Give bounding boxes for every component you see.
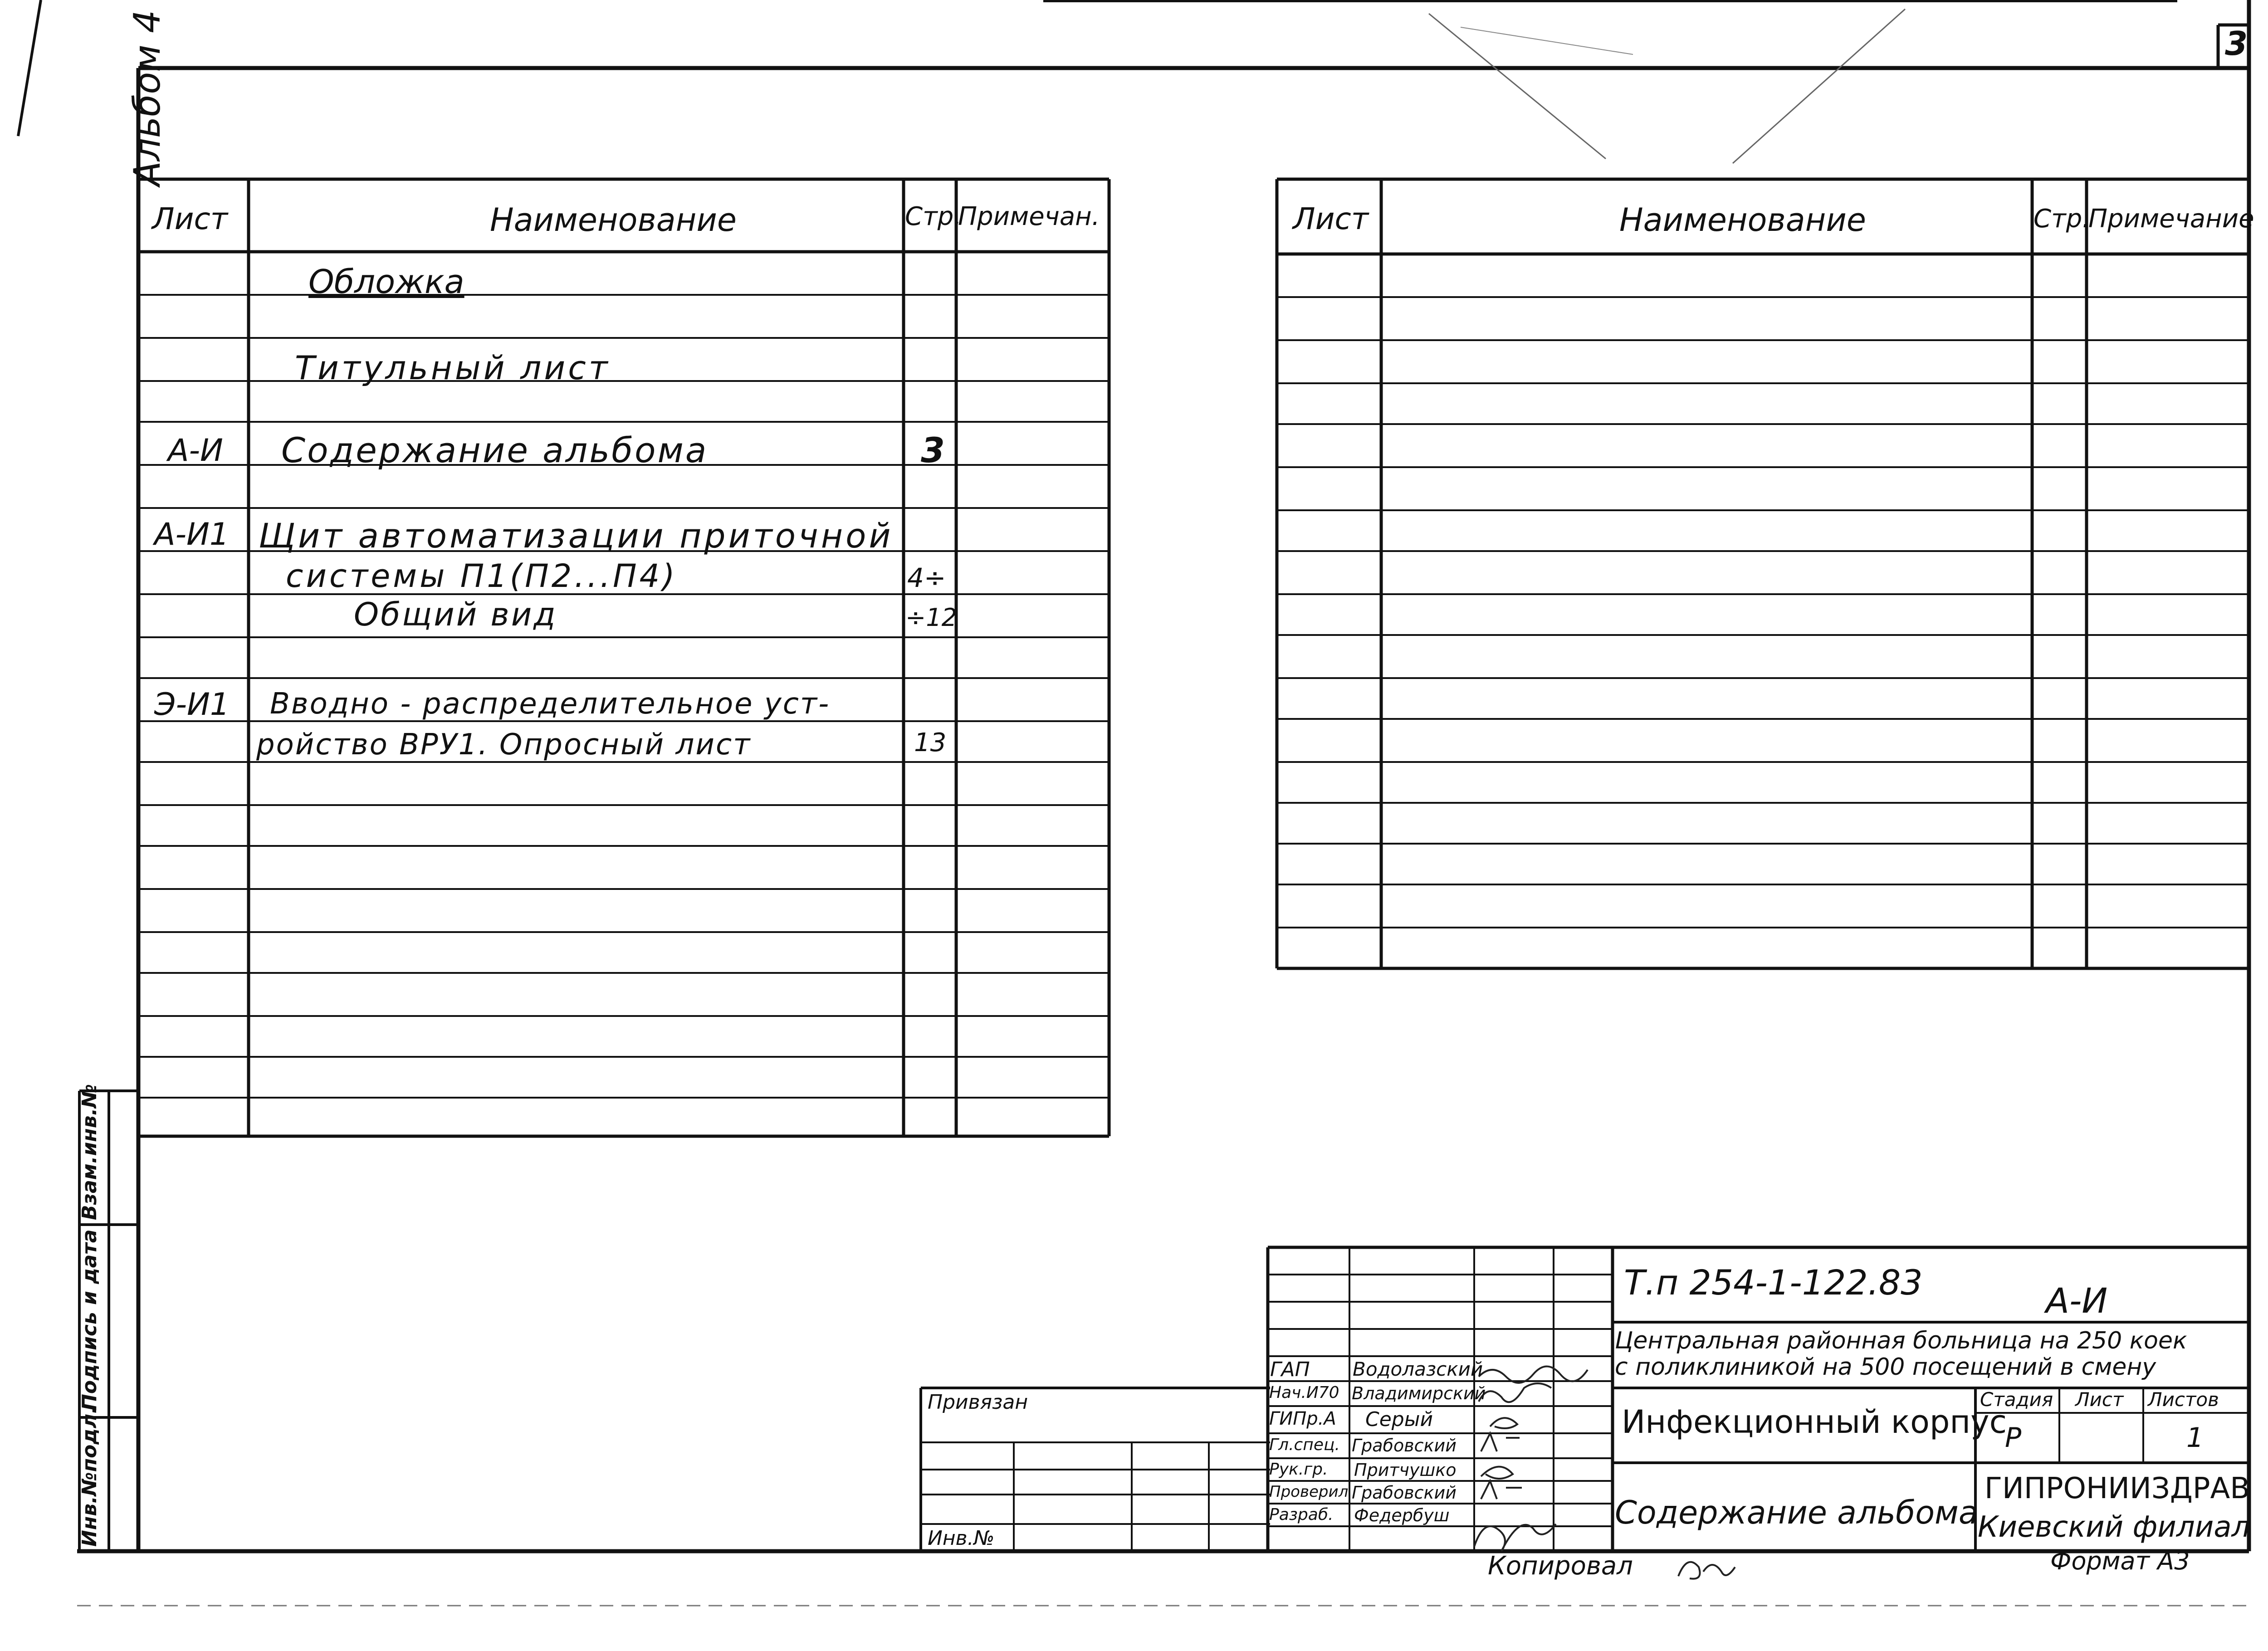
table-row-page: ÷12: [905, 603, 957, 632]
stage-value: Р: [2005, 1422, 2022, 1454]
header-note: Примечан.: [958, 202, 1100, 231]
table-row-name: Вводно - распределительное уст-: [270, 687, 831, 721]
project-line-1: Центральная районная больница на 250 коек: [1615, 1327, 2187, 1354]
contents-left-grid: [138, 179, 1109, 1136]
sig-name: Владимирский: [1352, 1383, 1486, 1403]
table-row-name: Содержание альбома: [281, 430, 709, 470]
sig-role: Разраб.: [1269, 1505, 1334, 1524]
table-row-list: А-И: [168, 433, 223, 469]
sheet-title: Содержание альбома: [1615, 1494, 1978, 1531]
sig-name: Грабовский: [1352, 1436, 1457, 1456]
binding-inv-label: Инв.№: [928, 1527, 995, 1550]
sheet-code: А-И: [2046, 1280, 2108, 1321]
sig-role: Гл.спец.: [1269, 1436, 1340, 1454]
sig-name: Водолазский: [1353, 1358, 1483, 1380]
project-line-2: с поликлиникой на 500 посещений в смену: [1615, 1353, 2156, 1381]
sig-role: ГАП: [1270, 1358, 1310, 1381]
sheets-label: Листов: [2148, 1388, 2219, 1411]
sig-role: Рук.гр.: [1269, 1460, 1328, 1479]
header-page: Стр.: [2033, 204, 2091, 234]
building-name: Инфекционный корпус: [1622, 1403, 2007, 1441]
table-row-name: Щит автоматизации приточной: [259, 517, 894, 556]
signature-scribbles: [1474, 1367, 1735, 1579]
sig-name: Грабовский: [1352, 1483, 1457, 1503]
binding-label: Привязан: [928, 1391, 1028, 1414]
table-row-name: Обложка: [308, 263, 464, 301]
table-row-name: Титульный лист: [295, 349, 611, 387]
header-list: Лист: [152, 201, 228, 236]
table-row-name: ройство ВРУ1. Опросный лист: [256, 728, 752, 762]
strip-podpis-label: Подпись и дата: [78, 1229, 101, 1411]
sig-name: Федербуш: [1354, 1505, 1450, 1525]
org-name: ГИПРОНИИЗДРАВ: [1984, 1472, 2250, 1505]
table-row-list: А-И1: [154, 517, 230, 552]
sig-role: Нач.И70: [1269, 1383, 1339, 1402]
sig-name: Притчушко: [1354, 1460, 1457, 1480]
copied-label: Копировал: [1488, 1551, 1633, 1581]
contents-right-grid: [1277, 179, 2249, 968]
sig-name: Серый: [1365, 1408, 1433, 1431]
sig-role: ГИПр.А: [1269, 1408, 1336, 1429]
header-name: Наименование: [490, 201, 737, 239]
table-row-page: 13: [914, 728, 947, 757]
header-note: Примечание: [2088, 204, 2254, 234]
table-row-list: Э-И1: [154, 687, 230, 723]
header-list: Лист: [1293, 201, 1369, 236]
album-label: Альбом 4: [126, 10, 168, 186]
format-label: Формат А3: [2050, 1547, 2190, 1575]
sheets-value: 1: [2186, 1422, 2204, 1454]
page-number: 3: [2225, 24, 2248, 63]
header-name: Наименование: [1619, 201, 1866, 239]
sheet-label: Лист: [2075, 1388, 2124, 1411]
doc-code: Т.п 254-1-122.83: [1624, 1262, 1923, 1303]
table-row-name: Общий вид: [354, 596, 557, 633]
header-page: Стр.: [905, 202, 962, 231]
strip-vzam-label: Взам.инв.№: [78, 1084, 101, 1220]
table-row-page: 4÷: [907, 562, 946, 593]
org-branch: Киевский филиал: [1978, 1510, 2250, 1544]
strip-inv-podl-label: Инв.№подл.: [78, 1406, 101, 1547]
table-row-name: системы П1(П2...П4): [286, 557, 678, 595]
sig-role: Проверил: [1269, 1483, 1349, 1501]
stage-label: Стадия: [1980, 1388, 2053, 1411]
table-row-page: 3: [921, 430, 945, 470]
